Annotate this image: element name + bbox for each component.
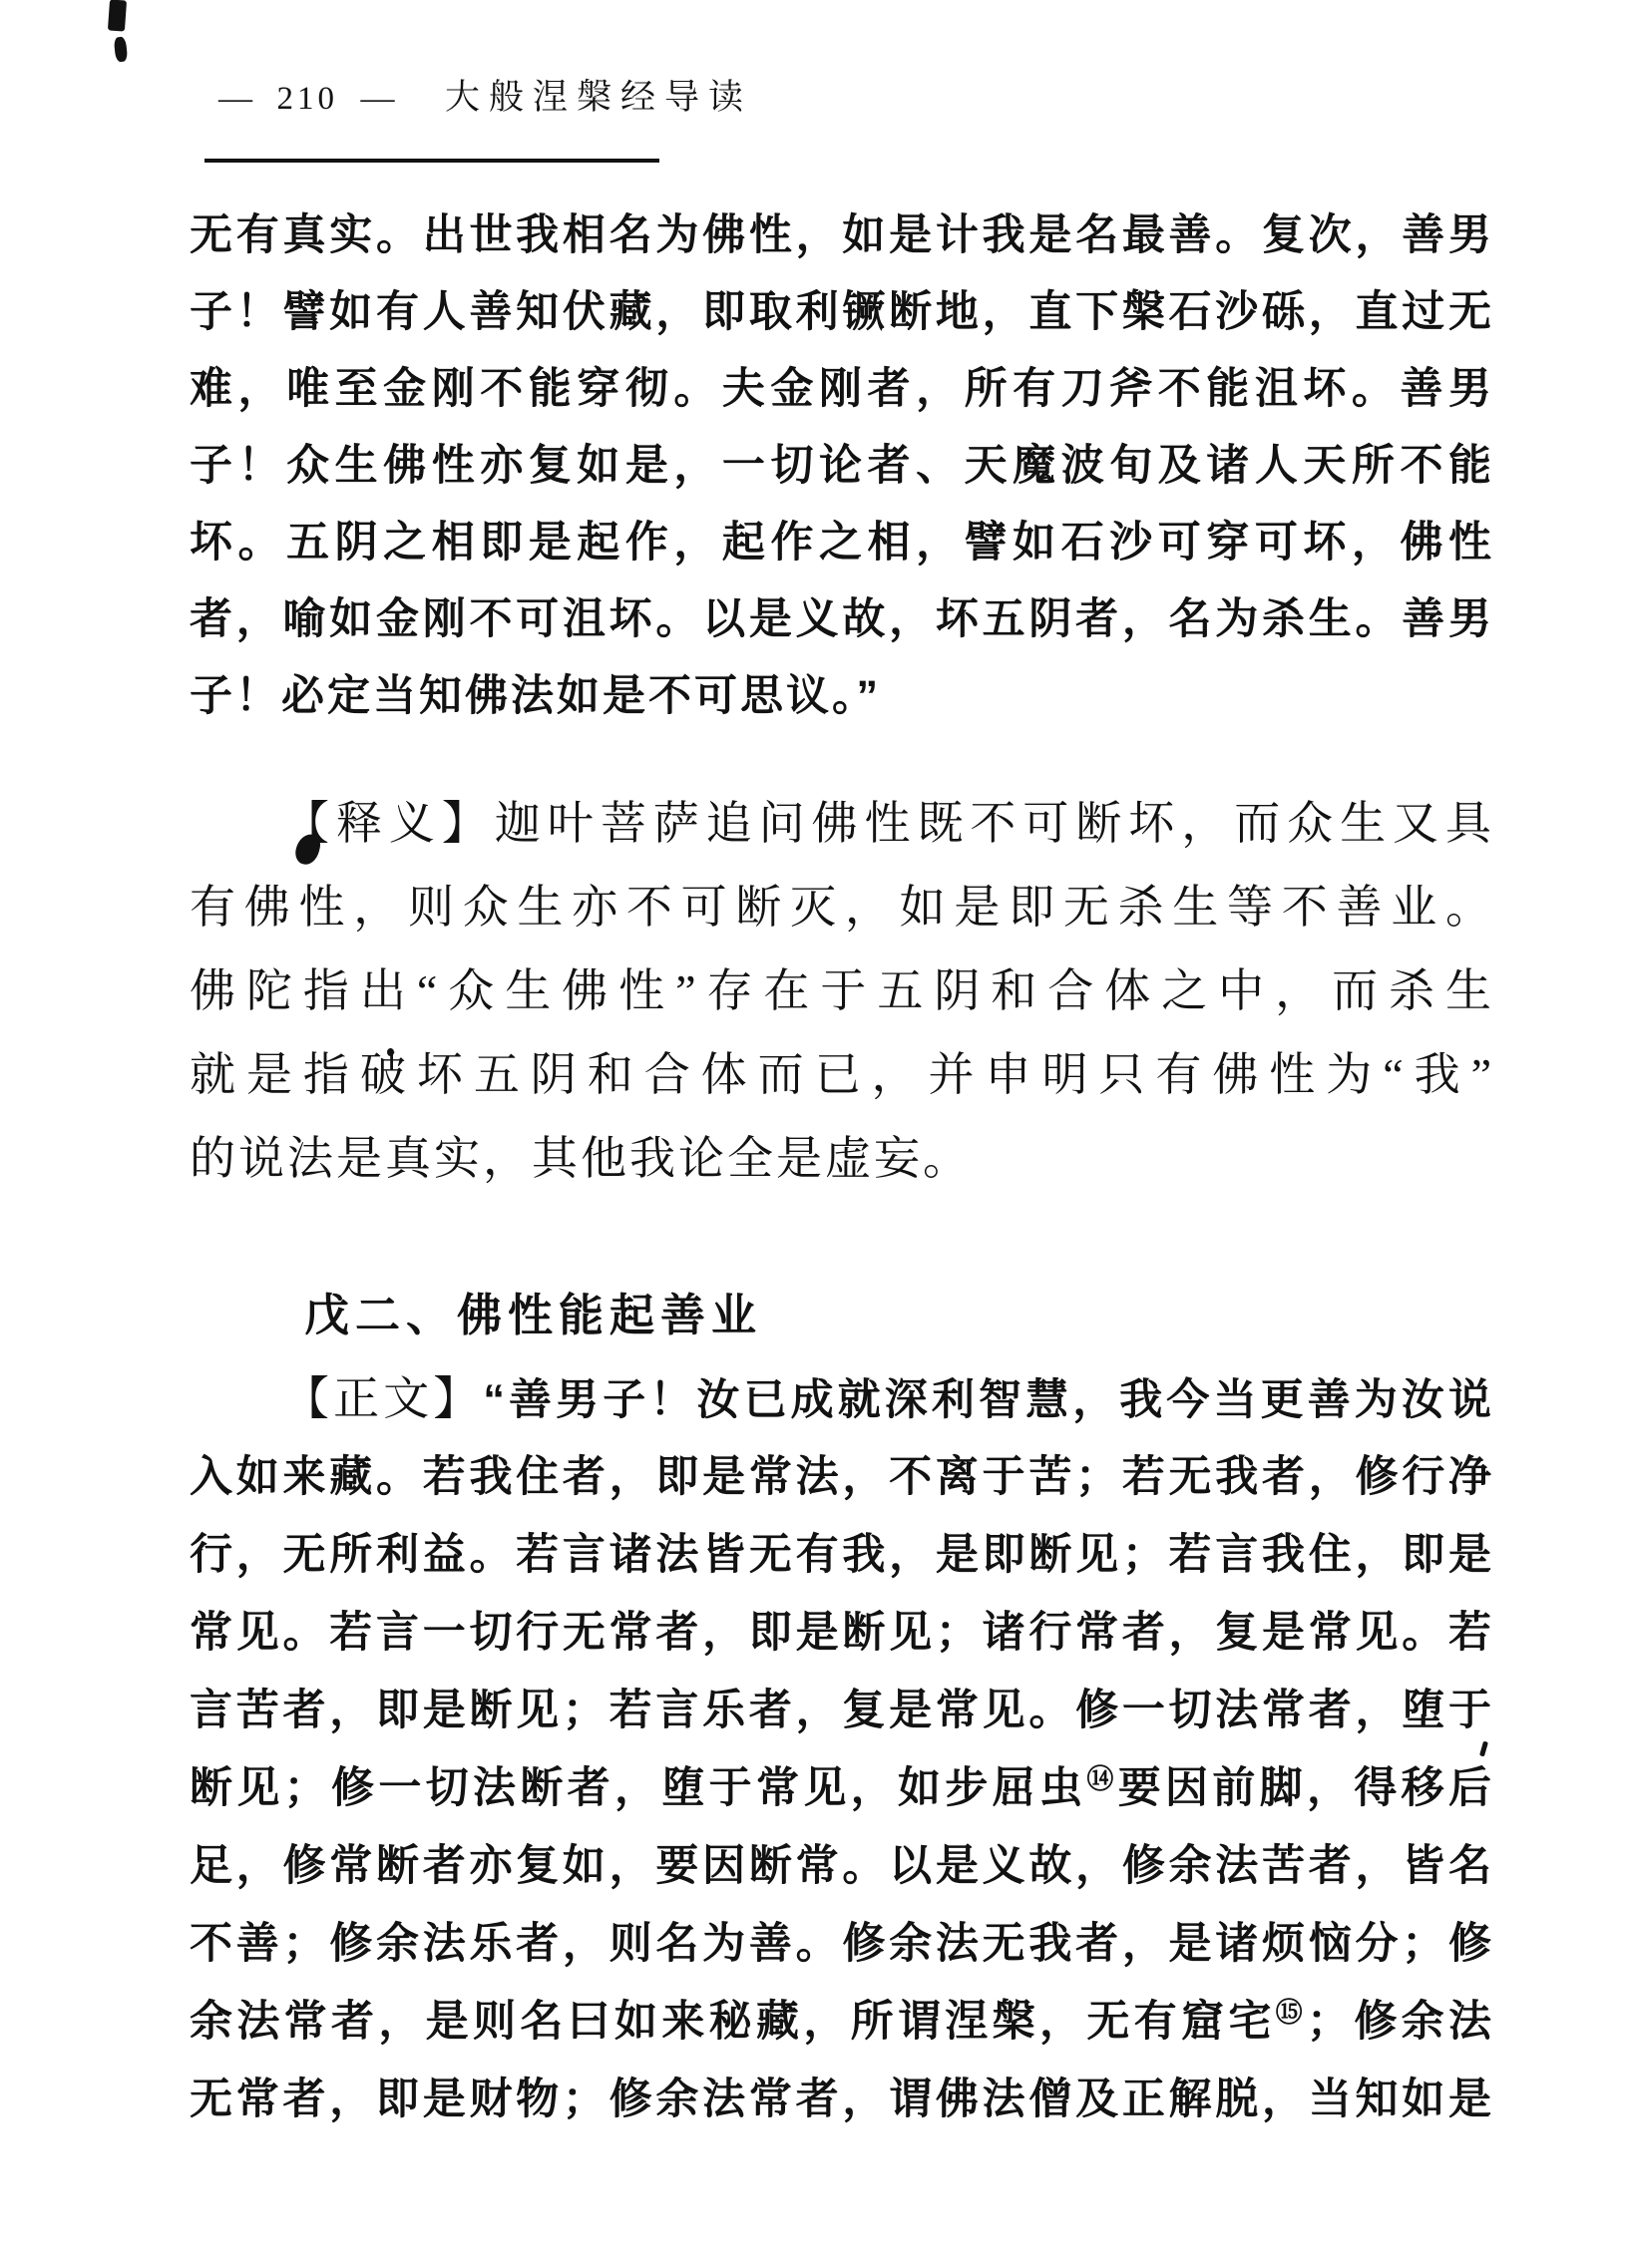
commentary-line: 佛陀指出“众生佛性”存在于五阴和合体之中，而杀生 (190, 965, 1491, 1016)
commentary-text: 迦叶菩萨追问佛性既不可断坏，而众生又具 (494, 798, 1492, 849)
commentary-label: 【释义】 (283, 798, 495, 849)
scripture-quote-paragraph (190, 197, 1491, 735)
header-rule (204, 159, 659, 163)
main-text-line: 言苦者，即是断见；若言乐者，复是常见。修一切法常者，堕于 (190, 1687, 1491, 1734)
main-text-line: 不善；修余法乐者，则名为善。修余法无我者，是诸烦恼分；修 (190, 1920, 1491, 1968)
main-text-paragraph (190, 1360, 1491, 2138)
header-dash-left: — (218, 80, 254, 117)
main-text-segment: ；修余法 (1307, 1998, 1492, 2046)
scan-edge-artifact (114, 36, 129, 62)
page-header (204, 78, 752, 119)
main-text-first-line: “善男子！汝已成就深利智慧，我今当更善为汝说 (483, 1376, 1492, 1424)
main-text-segment: 余法常者，是则名曰如来秘藏，所谓涅槃，无有窟宅 (190, 1998, 1276, 2046)
main-text-line (190, 1983, 1491, 2061)
book-title: 大般涅槃经导读 (445, 78, 753, 117)
scripture-line: 者，喻如金刚不可沮坏。以是义故，坏五阴者，名为杀生。善男 (190, 595, 1491, 643)
main-text-line: 常见。若言一切行无常者，即是断见；诸行常者，复是常见。若 (190, 1609, 1491, 1657)
scripture-line: 难，唯至金刚不能穿彻。夫金刚者，所有刀斧不能沮坏。善男 (190, 365, 1491, 413)
scripture-line: 子！众生佛性亦复如是，一切论者、天魔波旬及诸人天所不能 (190, 442, 1491, 490)
main-text-line: 行，无所利益。若言诸法皆无有我，是即断见；若言我住，即是 (190, 1531, 1491, 1579)
header-dash-right: — (360, 80, 397, 117)
commentary-line: 有佛性，则众生亦不可断灭，如是即无杀生等不善业。 (190, 882, 1491, 933)
main-text-line (190, 1360, 1491, 1438)
scripture-line: 坏。五阴之相即是起作，起作之相，譬如石沙可穿可坏，佛性 (190, 519, 1491, 567)
main-text-segment: 要因前脚，得移后 (1117, 1764, 1492, 1812)
main-text-segment: 断见；修一切法断者，堕于常见，如步屈虫 (190, 1764, 1087, 1812)
main-text-line: 无常者，即是财物；修余法常者，谓佛法僧及正解脱，当知如是 (190, 2076, 1491, 2123)
main-text-line: 足，修常断者亦复如，要因断常。以是义故，修余法苦者，皆名 (190, 1842, 1491, 1890)
scripture-line: 子！譬如有人善知伏藏，即取利镢断地，直下槃石沙砾，直过无 (190, 288, 1491, 336)
footnote-marker-15: ⑮ (1275, 1998, 1308, 2028)
commentary-paragraph (190, 782, 1491, 1201)
main-text-line: 入如来藏。若我住者，即是常法，不离于苦；若无我者，修行净 (190, 1453, 1491, 1501)
scripture-line: 子！必定当知佛法如是不可思议。” (190, 672, 881, 720)
page-number: 210 (276, 81, 338, 117)
scripture-line: 无有真实。出世我相名为佛性，如是计我是名最善。复次，善男 (190, 211, 1491, 259)
commentary-line: 就是指破坏五阴和合体而已，并申明只有佛性为“我” (190, 1049, 1491, 1100)
main-text-line (190, 1749, 1491, 1827)
footnote-marker-14: ⑭ (1086, 1764, 1118, 1794)
commentary-line: 的说法是真实，其他我论全是虚妄。 (190, 1133, 972, 1184)
commentary-line (190, 782, 1491, 866)
section-heading: 戊二、佛性能起善业 (304, 1290, 763, 1340)
main-text-label: 【正文】 (283, 1373, 484, 1424)
scan-edge-artifact (108, 0, 127, 32)
